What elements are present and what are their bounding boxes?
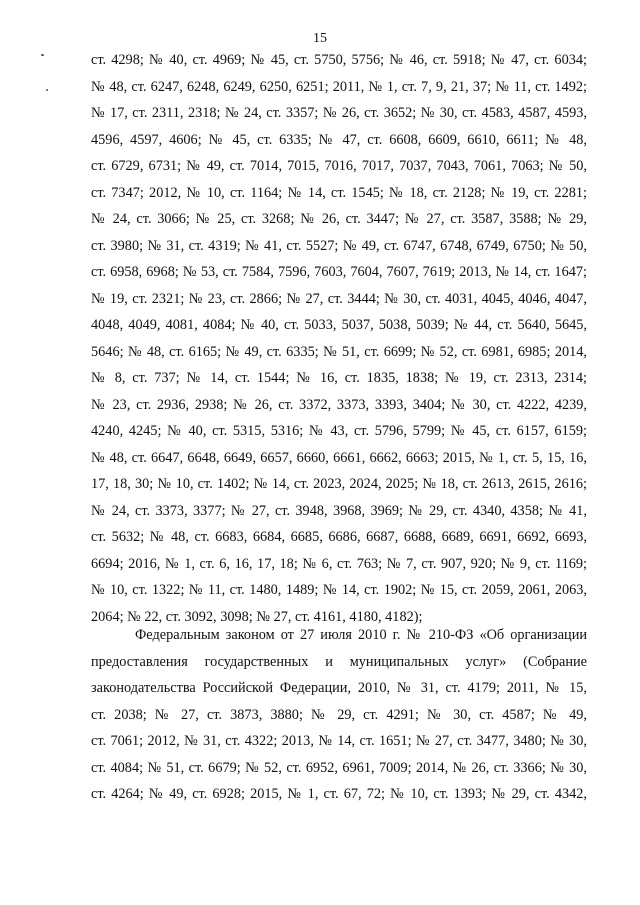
text-line: законодательства Российской Федерации, 2010, № 31, ст. 4179; 2011, № 15, (91, 680, 587, 696)
text-line: ст. 5632; № 48, ст. 6683, 6684, 6685, 6686, 6687, 6688, 6689, 6691, 6692, 6693, (91, 529, 587, 545)
text-line: 4240, 4245; № 40, ст. 5315, 5316; № 43, ст. 5796, 5799; № 45, ст. 6157, 6159; (91, 423, 587, 439)
text-line: № 10, ст. 1322; № 11, ст. 1480, 1489; № 14, ст. 1902; № 15, ст. 2059, 2061, 2063, (91, 582, 587, 598)
text-line: № 19, ст. 2321; № 23, ст. 2866; № 27, ст. 3444; № 30, ст. 4031, 4045, 4046, 4047, (91, 290, 587, 307)
text-line: 17, 18, 30; № 10, ст. 1402; № 14, ст. 2023, 2024, 2025; № 18, ст. 2613, 2615, 2616; (91, 476, 587, 492)
text-line: № 17, ст. 2311, 2318; № 24, ст. 3357; № 26, ст. 3652; № 30, ст. 4583, 4587, 4593, (91, 105, 587, 121)
text-line: № 48, ст. 6247, 6248, 6249, 6250, 6251; 2011, № 1, ст. 7, 9, 21, 37; № 11, ст. 1492; (91, 78, 587, 95)
text-line: 2064; № 22, ст. 3092, 3098; № 27, ст. 4161, 4180, 4182); (91, 608, 423, 625)
text-line: ст. 6729, 6731; № 49, ст. 7014, 7015, 7016, 7017, 7037, 7043, 7061, 7063; № 50, (91, 158, 587, 174)
text-line: № 48, ст. 6647, 6648, 6649, 6657, 6660, 6661, 6662, 6663; 2015, № 1, ст. 5, 15, 16, (91, 449, 587, 466)
scan-speck (41, 54, 44, 56)
text-line: предоставления государственных и муниципальных услуг» (Собрание (91, 653, 587, 670)
text-line: ст. 2038; № 27, ст. 3873, 3880; № 29, ст. 4291; № 30, ст. 4587; № 49, (91, 706, 587, 723)
text-line: ст. 7061; 2012, № 31, ст. 4322; 2013, № 14, ст. 1651; № 27, ст. 3477, 3480; № 30, (91, 733, 587, 749)
text-line: № 8, ст. 737; № 14, ст. 1544; № 16, ст. 1835, 1838; № 19, ст. 2313, 2314; (91, 370, 587, 386)
page-number: 15 (313, 31, 327, 46)
text-line: 4596, 4597, 4606; № 45, ст. 6335; № 47, ст. 6608, 6609, 6610, 6611; № 48, (91, 131, 587, 148)
text-line: № 24, ст. 3373, 3377; № 27, ст. 3948, 3968, 3969; № 29, ст. 4340, 4358; № 41, (91, 502, 587, 519)
text-line: ст. 4298; № 40, ст. 4969; № 45, ст. 5750, 5756; № 46, ст. 5918; № 47, ст. 6034; (91, 52, 587, 68)
scan-speck (46, 89, 48, 91)
text-line: ст. 4264; № 49, ст. 6928; 2015, № 1, ст. 67, 72; № 10, ст. 1393; № 29, ст. 4342, (91, 786, 587, 802)
citation-paragraph (91, 47, 587, 630)
text-line: ст. 6958, 6968; № 53, ст. 7584, 7596, 7603, 7604, 7607, 7619; 2013, № 14, ст. 1647; (91, 264, 587, 280)
text-line: № 23, ст. 2936, 2938; № 26, ст. 3372, 3373, 3393, 3404; № 30, ст. 4222, 4239, (91, 396, 587, 413)
text-line: 6694; 2016, № 1, ст. 6, 16, 17, 18; № 6, ст. 763; № 7, ст. 907, 920; № 9, ст. 1169; (91, 555, 587, 572)
text-line: ст. 7347; 2012, № 10, ст. 1164; № 14, ст. 1545; № 18, ст. 2128; № 19, ст. 2281; (91, 184, 587, 201)
law-paragraph (91, 622, 587, 808)
text-line: ст. 4084; № 51, ст. 6679; № 52, ст. 6952, 6961, 7009; 2014, № 26, ст. 3366; № 30, (91, 759, 587, 776)
text-line: № 24, ст. 3066; № 25, ст. 3268; № 26, ст. 3447; № 27, ст. 3587, 3588; № 29, (91, 211, 587, 227)
text-line: 5646; № 48, ст. 6165; № 49, ст. 6335; № 51, ст. 6699; № 52, ст. 6981, 6985; 2014, (91, 343, 587, 360)
text-line: Федеральным законом от 27 июля 2010 г. № 210-ФЗ «Об организации (135, 627, 587, 643)
text-line: 4048, 4049, 4081, 4084; № 40, ст. 5033, 5037, 5038, 5039; № 44, ст. 5640, 5645, (91, 317, 587, 333)
text-line: ст. 3980; № 31, ст. 4319; № 41, ст. 5527; № 49, ст. 6747, 6748, 6749, 6750; № 50, (91, 237, 587, 254)
